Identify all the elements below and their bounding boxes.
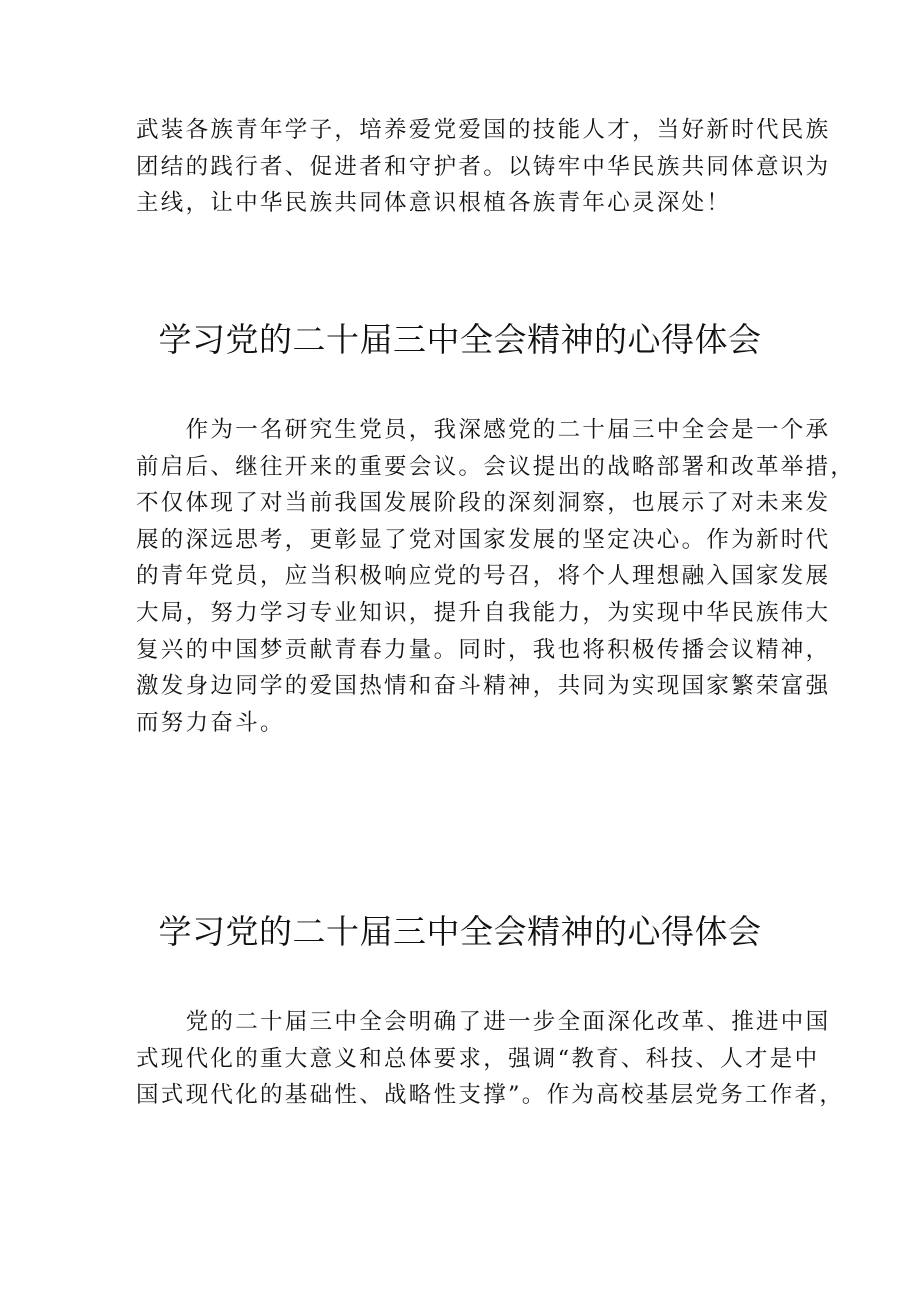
- paragraph-continued: [136, 112, 831, 222]
- text-line: 式现代化的重大意义和总体要求，强调“教育、科技、人才是中: [136, 1045, 820, 1072]
- paragraph-graduate-member: [136, 412, 856, 741]
- text-line: 大局，努力学习专业知识，提升自我能力，为实现中华民族伟大: [136, 599, 831, 626]
- text-line: 复兴的中国梦贡献青春力量。同时，我也将积极传播会议精神，: [136, 636, 831, 663]
- section-heading-2: 学习党的二十届三中全会精神的心得体会: [158, 912, 762, 951]
- text-line: 党的二十届三中全会明确了进一步全面深化改革、推进中国: [136, 1009, 831, 1035]
- text-line: 不仅体现了对当前我国发展阶段的深刻洞察，也展示了对未来发: [136, 490, 831, 517]
- paragraph-party-worker: [136, 1004, 845, 1114]
- text-line: 而努力奋斗。: [136, 709, 285, 736]
- text-line: 前启后、继往开来的重要会议。会议提出的战略部署和改革举措，: [136, 453, 856, 480]
- text-line: 激发身边同学的爱国热情和奋斗精神，共同为实现国家繁荣富强: [136, 673, 831, 700]
- text-line: 的青年党员，应当积极响应党的号召，将个人理想融入国家发展: [136, 563, 831, 590]
- text-line: 展的深远思考，更彰显了党对国家发展的坚定决心。作为新时代: [136, 526, 831, 553]
- text-line: 武装各族青年学子，培养爱党爱国的技能人才，当好新时代民族: [136, 117, 831, 143]
- text-line: 作为一名研究生党员，我深感党的二十届三中全会是一个承: [136, 417, 831, 443]
- text-line: 主线，让中华民族共同体意识根植各族青年心灵深处！: [136, 190, 732, 217]
- text-line: 国式现代化的基础性、战略性支撑”。作为高校基层党务工作者，: [136, 1082, 845, 1109]
- section-heading-1: 学习党的二十届三中全会精神的心得体会: [158, 320, 762, 359]
- text-line: 团结的践行者、促进者和守护者。以铸牢中华民族共同体意识为: [136, 153, 831, 180]
